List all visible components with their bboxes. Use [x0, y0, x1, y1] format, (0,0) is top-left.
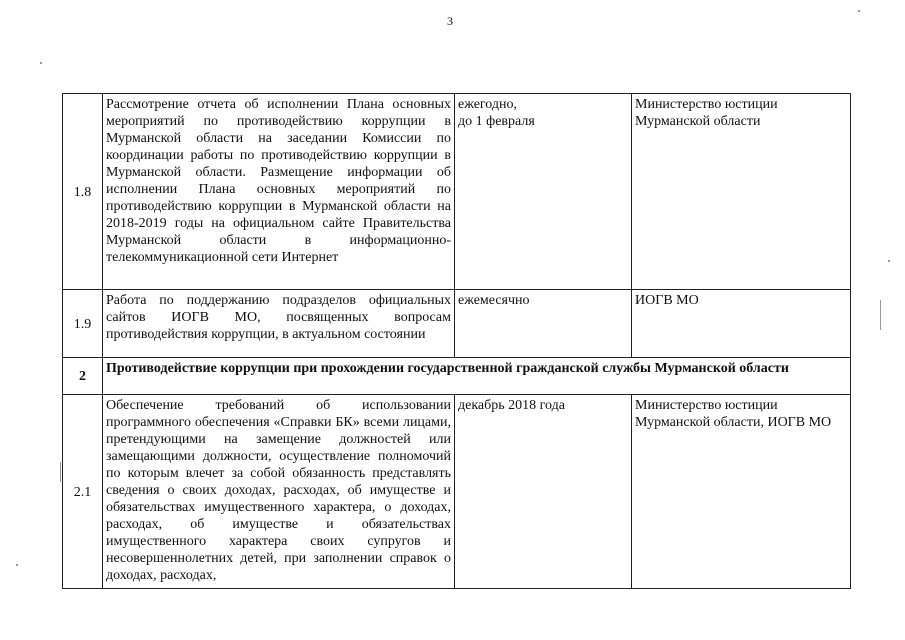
measures-table [62, 93, 851, 589]
scan-speck [888, 260, 890, 262]
responsible-executor: Министерство юстиции Мурманской области [632, 94, 851, 290]
deadline-cell [455, 94, 632, 290]
section-number: 2 [63, 358, 103, 395]
deadline-line: ежегодно, [458, 97, 518, 112]
responsible-executor: Министерство юстиции Мурманской области, ИОГВ МО [632, 395, 851, 589]
scan-speck [858, 10, 860, 12]
scan-speck [16, 564, 18, 566]
section-row [63, 358, 851, 395]
section-title: Противодействие коррупции при прохождении государственной гражданской службы Мурманской области [103, 358, 851, 395]
row-number: 1.8 [63, 94, 103, 290]
deadline-cell: декабрь 2018 года [455, 395, 632, 589]
scan-speck [60, 462, 61, 482]
table-row [63, 290, 851, 358]
responsible-executor: ИОГВ МО [632, 290, 851, 358]
row-number: 2.1 [63, 395, 103, 589]
measure-description: Рассмотрение отчета об исполнении Плана основных мероприятий по противодействию коррупции в Мурманской области на заседании Комиссии по координации работы по противодействию коррупции в Мурманской области. Размещение информации об исполнении Плана основных мероприятий по противодействию коррупции в Мурманской области на 2018-2019 годы на официальном сайте Правительства Мурманской области в информационно-телекоммуникационной сети Интернет [103, 94, 455, 290]
page-number: 3 [447, 14, 453, 28]
measure-description: Обеспечение требований об использовании программного обеспечения «Справки БК» всеми лицами, претендующими на замещение должностей или замещающими должности, осуществление полномочий по которым влечет за собой обязанность представлять сведения о своих доходах, расходах, об имуществе и обязательствах имущественного характера, о доходах, расходах, об имуществе и обязательствах имущественного характера своих супругов и несовершеннолетних детей, при заполнении справок о доходах, расходах, [103, 395, 455, 589]
deadline-line: до 1 февраля [458, 114, 535, 129]
table-row [63, 395, 851, 589]
scan-speck [880, 300, 881, 330]
deadline-cell: ежемесячно [455, 290, 632, 358]
scan-speck [40, 62, 42, 64]
measure-description: Работа по поддержанию подразделов официальных сайтов ИОГВ МО, посвященных вопросам противодействия коррупции, в актуальном состоянии [103, 290, 455, 358]
table-row [63, 94, 851, 290]
row-number: 1.9 [63, 290, 103, 358]
